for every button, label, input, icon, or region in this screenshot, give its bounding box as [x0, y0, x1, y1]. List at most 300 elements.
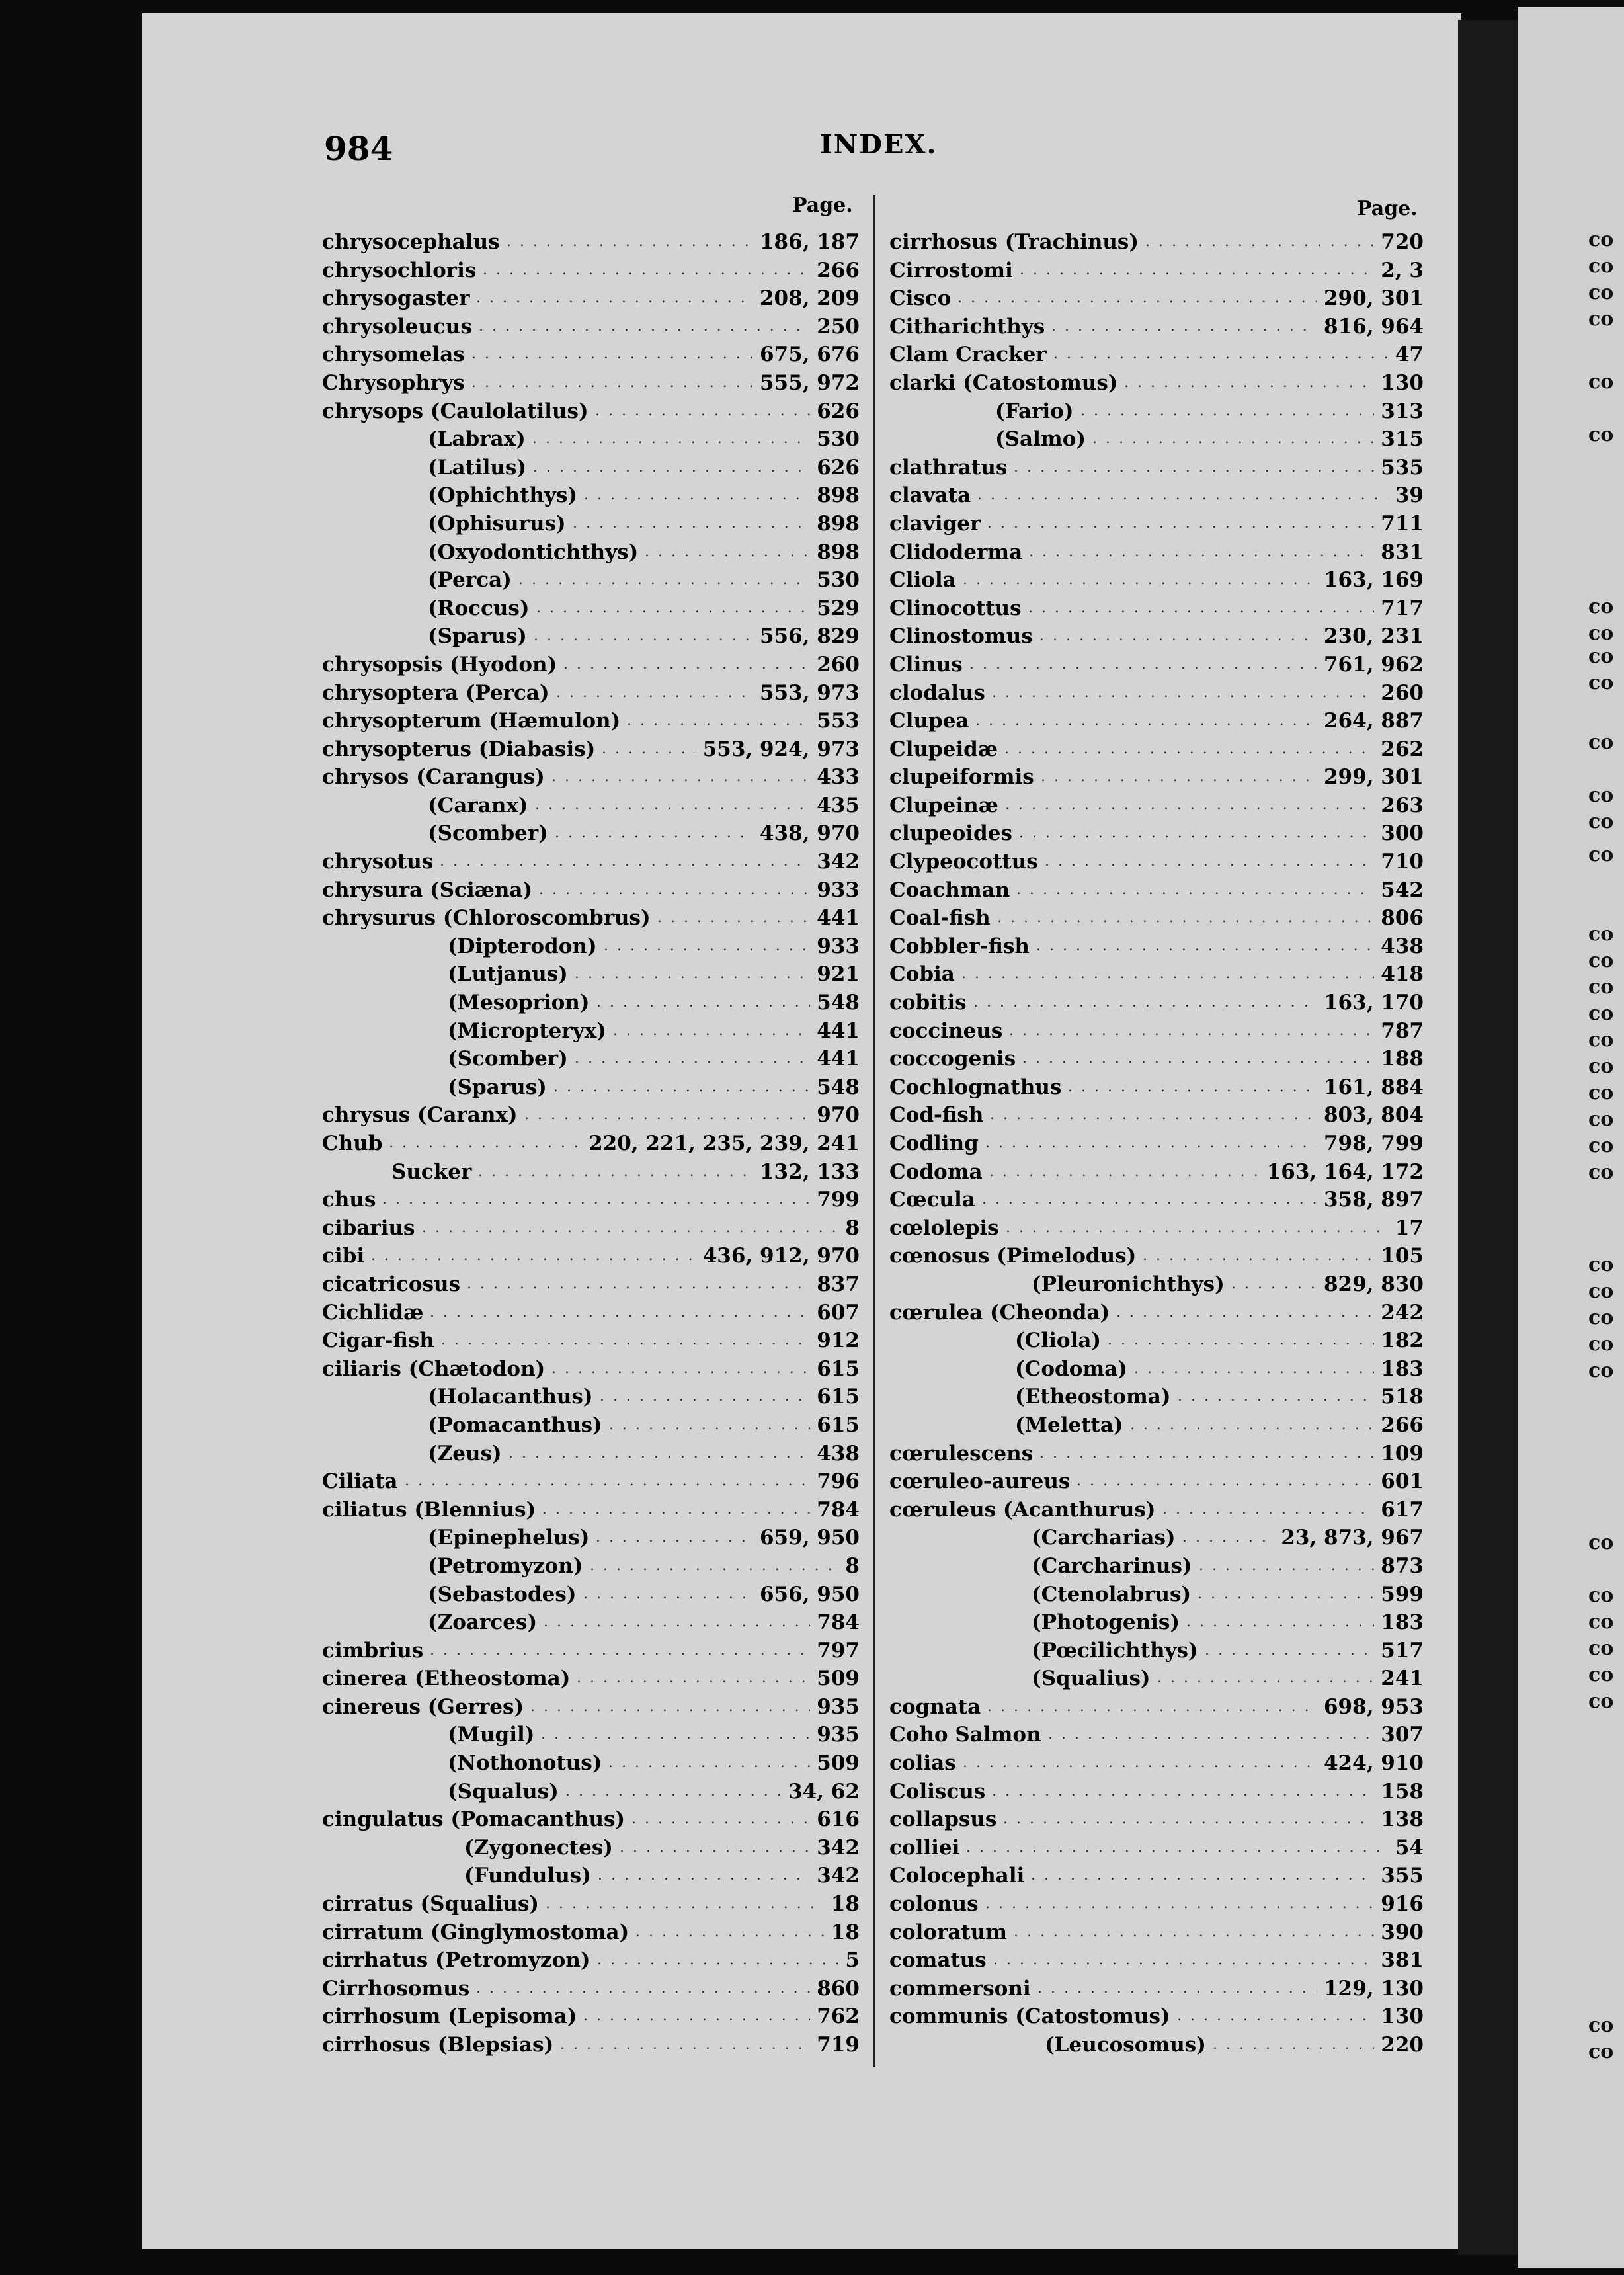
dot-leader [479, 313, 810, 341]
index-entry [322, 1186, 860, 1214]
index-entry [322, 1552, 860, 1581]
index-page-refs: 797 [817, 1638, 860, 1663]
index-page-refs: 182 [1381, 1329, 1424, 1353]
dot-leader [478, 1158, 753, 1186]
index-entry [322, 2003, 860, 2031]
dot-leader [1022, 1045, 1374, 1073]
index-entry [322, 1017, 860, 1046]
adjacent-page-fragment: co [1588, 1002, 1614, 1025]
dot-leader [963, 1749, 1317, 1778]
index-entry [889, 1749, 1424, 1778]
dot-leader [990, 1101, 1317, 1130]
index-entry [322, 257, 860, 285]
index-term: (Fundulus) [464, 1864, 591, 1888]
index-entry [322, 848, 860, 876]
dot-leader [560, 2031, 810, 2059]
index-page-refs: 912 [817, 1329, 860, 1353]
adjacent-page-fragment: co [1588, 923, 1614, 946]
index-page-refs: 787 [1381, 1018, 1424, 1043]
index-entry [889, 707, 1424, 735]
index-term: chus [322, 1188, 376, 1212]
index-term: (Labrax) [428, 427, 526, 452]
index-entry [889, 1299, 1424, 1327]
index-entry [889, 819, 1424, 848]
index-term: clathratus [889, 455, 1008, 479]
index-page-refs: 711 [1381, 511, 1424, 536]
index-entry [889, 566, 1424, 595]
adjacent-page-fragment: co [1588, 810, 1614, 833]
index-entry [322, 1581, 860, 1609]
index-page-refs: 161, 884 [1323, 1075, 1424, 1099]
dot-leader [1199, 1552, 1374, 1581]
dot-leader [992, 1778, 1374, 1806]
index-entry [322, 1778, 860, 1806]
index-term: (Latilus) [428, 455, 527, 479]
index-entry [889, 1355, 1424, 1384]
index-page-refs: 607 [817, 1300, 860, 1325]
dot-leader [608, 1749, 810, 1778]
index-entry [322, 1919, 860, 1947]
dot-leader [546, 1890, 825, 1919]
index-page-refs: 616 [817, 1807, 860, 1832]
index-term: cœlolepis [889, 1216, 999, 1240]
index-term: Clupea [889, 709, 969, 733]
index-term: Clupeinæ [889, 793, 998, 817]
index-page-refs: 264, 887 [1323, 709, 1424, 733]
index-entry [322, 1355, 860, 1384]
index-page-refs: 315 [1381, 427, 1424, 452]
index-entry [322, 341, 860, 369]
index-term: Coho Salmon [889, 1723, 1041, 1747]
dot-leader [389, 1130, 582, 1158]
index-entry [322, 1158, 860, 1186]
dot-leader [1004, 735, 1374, 764]
dot-leader [556, 679, 753, 708]
dot-leader [620, 1834, 810, 1862]
index-page-refs: 806 [1381, 906, 1424, 931]
index-page-refs: 784 [817, 1497, 860, 1522]
index-page-refs: 18 [831, 1920, 860, 1944]
dot-leader [565, 1778, 782, 1806]
index-term: (Mesoprion) [448, 991, 590, 1015]
index-entry [889, 2003, 1424, 2031]
index-page-refs: 530 [817, 427, 860, 452]
index-term: (Sparus) [448, 1075, 547, 1099]
index-page-refs: 518 [1381, 1385, 1424, 1409]
adjacent-page-fragment: co [1588, 423, 1614, 446]
index-page-refs: 599 [1381, 1582, 1424, 1606]
index-entry [322, 1524, 860, 1552]
dot-leader [1145, 228, 1374, 257]
index-term: Cobia [889, 962, 955, 987]
index-term: (Cliola) [1015, 1329, 1102, 1353]
index-page-refs: 5 [845, 1948, 860, 1973]
index-term: clupeoides [889, 821, 1012, 846]
index-entry [322, 1045, 860, 1073]
dot-leader [961, 960, 1374, 989]
index-page-refs: 18 [831, 1892, 860, 1917]
index-term: chrysomelas [322, 343, 465, 367]
index-entry [889, 1045, 1424, 1073]
index-entry [889, 1383, 1424, 1411]
dot-leader [541, 1721, 810, 1749]
index-page-refs: 438 [1381, 934, 1424, 958]
dot-leader [577, 1665, 810, 1693]
index-term: Coliscus [889, 1779, 986, 1803]
index-term: collapsus [889, 1807, 997, 1832]
index-term: cœruleus (Acanthurus) [889, 1497, 1156, 1522]
dot-leader [534, 622, 753, 651]
index-page-refs: 342 [817, 850, 860, 874]
index-term: cobitis [889, 991, 967, 1015]
dot-leader [524, 1101, 810, 1130]
adjacent-page-fragment: co [1588, 1610, 1614, 1634]
index-page-refs: 8 [845, 1553, 860, 1578]
dot-leader [595, 397, 810, 426]
index-entry [322, 1637, 860, 1665]
index-term: chrysotus [322, 850, 434, 874]
index-page-refs: 23, 873, 967 [1281, 1526, 1424, 1550]
index-term: Cisco [889, 286, 952, 311]
index-entry [322, 1805, 860, 1834]
index-entry [889, 1496, 1424, 1524]
index-page-refs: 163, 169 [1323, 568, 1424, 593]
index-term: (Petromyzon) [428, 1553, 583, 1578]
dot-leader [987, 510, 1374, 538]
index-entry [889, 1721, 1424, 1749]
index-page-refs: 230, 231 [1323, 624, 1424, 649]
index-page-refs: 556, 829 [759, 624, 860, 649]
index-entry [322, 932, 860, 961]
index-page-refs: 873 [1381, 1553, 1424, 1578]
index-page-refs: 615 [817, 1413, 860, 1437]
index-entry [889, 735, 1424, 764]
index-entry [322, 1665, 860, 1693]
index-term: cœrulescens [889, 1441, 1034, 1466]
index-entry [889, 1665, 1424, 1693]
index-term: coloratum [889, 1920, 1008, 1944]
index-entry [889, 425, 1424, 454]
index-entry [322, 397, 860, 426]
index-entry [322, 1834, 860, 1862]
dot-leader [471, 341, 753, 369]
index-page-refs: 717 [1381, 596, 1424, 620]
dot-leader [627, 707, 810, 735]
index-page-refs: 517 [1381, 1638, 1424, 1663]
dot-leader [657, 904, 810, 932]
index-page-refs: 266 [817, 258, 860, 282]
dot-leader [985, 1130, 1317, 1158]
dot-leader [645, 538, 810, 567]
index-term: Cirrhosomus [322, 1976, 470, 2001]
index-entry [889, 397, 1424, 426]
index-term: (Mugil) [448, 1723, 535, 1747]
index-term: cœnosus (Pimelodus) [889, 1244, 1137, 1268]
dot-leader [963, 566, 1317, 595]
index-entry [889, 284, 1424, 313]
adjacent-page-fragment: co [1588, 595, 1614, 618]
adjacent-page-fragment: co [1588, 1531, 1614, 1554]
index-term: Sucker [391, 1159, 472, 1184]
dot-leader [1130, 1411, 1374, 1440]
dot-leader [1076, 1468, 1374, 1496]
adjacent-page-fragment: co [1588, 1663, 1614, 1686]
index-term: cirrhosus (Trachinus) [889, 230, 1139, 254]
dot-leader [1029, 538, 1374, 567]
index-term: chrysoptera (Perca) [322, 681, 549, 705]
index-term: (Pœcilichthys) [1032, 1638, 1198, 1663]
dot-leader [551, 1355, 810, 1384]
index-page-refs: 132, 133 [759, 1159, 860, 1184]
dot-leader [1198, 1581, 1374, 1609]
dot-leader [596, 1524, 753, 1552]
index-term: Cichlidæ [322, 1300, 424, 1325]
index-page-refs: 761, 962 [1323, 652, 1424, 677]
index-page-refs: 898 [817, 483, 860, 508]
dot-leader [508, 1440, 810, 1468]
index-page-refs: 719 [817, 2033, 860, 2057]
adjacent-page-fragment: co [1588, 784, 1614, 807]
dot-leader [533, 454, 810, 482]
index-term: (Zygonectes) [464, 1835, 613, 1860]
index-entry [322, 566, 860, 595]
index-entry [322, 651, 860, 679]
index-term: (Roccus) [428, 596, 530, 620]
index-entry [889, 1524, 1424, 1552]
index-page-refs: 656, 950 [759, 1582, 860, 1606]
dot-leader [430, 1637, 810, 1665]
index-page-refs: 183 [1381, 1610, 1424, 1635]
index-entry [322, 1130, 860, 1158]
index-term: cinereus (Gerres) [322, 1694, 524, 1719]
index-term: Clypeocottus [889, 850, 1038, 874]
index-term: (Codoma) [1015, 1356, 1127, 1381]
index-entry [322, 1073, 860, 1102]
index-page-refs: 300 [1381, 821, 1424, 846]
index-term: cirratus (Squalius) [322, 1892, 540, 1917]
index-term: cingulatus (Pomacanthus) [322, 1807, 626, 1832]
adjacent-page-fragment: co [1588, 370, 1614, 393]
dot-leader [982, 1186, 1317, 1214]
index-page-refs: 626 [817, 455, 860, 479]
dot-leader [609, 1411, 810, 1440]
dot-leader [969, 651, 1317, 679]
index-page-refs: 307 [1381, 1723, 1424, 1747]
index-page-refs: 299, 301 [1323, 765, 1424, 790]
dot-leader [422, 1214, 838, 1243]
index-term: cibarius [322, 1216, 415, 1240]
dot-leader [1205, 1637, 1374, 1665]
index-term: Clinocottus [889, 596, 1022, 620]
index-page-refs: 2, 3 [1381, 258, 1424, 282]
index-page-refs: 816, 964 [1323, 314, 1424, 339]
index-page-refs: 355 [1381, 1864, 1424, 1888]
index-term: chrysoleucus [322, 314, 472, 339]
index-page-refs: 509 [817, 1667, 860, 1691]
dot-leader [989, 1158, 1260, 1186]
index-page-refs: 208, 209 [759, 286, 860, 311]
index-entry [889, 1017, 1424, 1046]
index-entry [322, 1862, 860, 1890]
index-term: (Carcharias) [1032, 1526, 1176, 1550]
index-page-refs: 720 [1381, 230, 1424, 254]
dot-leader [539, 876, 810, 905]
index-page-refs: 290, 301 [1323, 286, 1424, 311]
dot-leader [1041, 763, 1317, 792]
index-term: clarki (Catostomus) [889, 370, 1118, 395]
index-page-refs: 837 [817, 1272, 860, 1296]
index-entry [322, 454, 860, 482]
dot-leader [1162, 1496, 1374, 1524]
index-term: (Sebastodes) [428, 1582, 577, 1606]
index-entry [889, 792, 1424, 820]
adjacent-page-fragment: co [1588, 949, 1614, 972]
index-entry [889, 1242, 1424, 1270]
index-entry [322, 425, 860, 454]
index-term: (Ophisurus) [428, 511, 566, 536]
index-term: chrysopterum (Hæmulon) [322, 709, 621, 733]
index-term: ciliatus (Blennius) [322, 1497, 536, 1522]
adjacent-page-fragment: co [1588, 975, 1614, 999]
dot-leader [977, 481, 1389, 510]
dot-leader [551, 763, 810, 792]
index-term: (Lutjanus) [448, 962, 568, 987]
index-page-refs: 47 [1395, 343, 1424, 367]
index-page-refs: 898 [817, 511, 860, 536]
index-term: Citharichthys [889, 314, 1045, 339]
dot-leader [992, 679, 1374, 708]
index-page-refs: 250 [817, 314, 860, 339]
index-entry [889, 1890, 1424, 1919]
index-entry [889, 763, 1424, 792]
index-term: (Ctenolabrus) [1032, 1582, 1192, 1606]
index-entry [889, 1975, 1424, 2003]
index-page-refs: 675, 676 [759, 343, 860, 367]
index-page-refs: 529 [817, 596, 860, 620]
index-page-refs: 796 [817, 1469, 860, 1494]
dot-leader [973, 989, 1317, 1017]
index-term: cicatricosus [322, 1272, 461, 1296]
dot-leader [483, 257, 810, 285]
index-term: Clupeidæ [889, 737, 998, 761]
index-term: (Squalius) [1032, 1667, 1151, 1691]
adjacent-page-fragment: co [1588, 1055, 1614, 1078]
index-page-refs: 105 [1381, 1244, 1424, 1268]
index-term: chrysopterus (Diabasis) [322, 737, 596, 761]
index-entry [322, 1468, 860, 1496]
index-term: Colocephali [889, 1864, 1025, 1888]
index-term: chrysops (Caulolatilus) [322, 399, 589, 423]
index-term: commersoni [889, 1976, 1031, 2001]
index-entry [322, 622, 860, 651]
index-term: Clinus [889, 652, 963, 677]
index-page-refs: 130 [1381, 370, 1424, 395]
index-term: cimbrius [322, 1638, 424, 1663]
index-page-refs: 617 [1381, 1497, 1424, 1522]
index-term: cinerea (Etheostoma) [322, 1667, 571, 1691]
index-page-refs: 829, 830 [1323, 1272, 1424, 1296]
index-term: Cod-fish [889, 1103, 984, 1128]
index-term: (Etheostoma) [1015, 1385, 1171, 1409]
index-term: clupeiformis [889, 765, 1034, 790]
index-page-refs: 710 [1381, 850, 1424, 874]
index-page-refs: 381 [1381, 1948, 1424, 1973]
index-term: Codoma [889, 1159, 983, 1184]
index-page-refs: 163, 164, 172 [1266, 1159, 1424, 1184]
index-entry [322, 763, 860, 792]
index-term: chrysocephalus [322, 230, 500, 254]
index-term: colias [889, 1751, 956, 1776]
index-page-refs: 626 [817, 399, 860, 423]
index-entry [889, 1805, 1424, 1834]
dot-leader [544, 1608, 810, 1637]
index-term: clavata [889, 483, 971, 508]
index-page-refs: 263 [1381, 793, 1424, 817]
index-entry [889, 622, 1424, 651]
adjacent-page-fragment: co [1588, 1690, 1614, 1713]
index-page-refs: 358, 897 [1323, 1188, 1424, 1212]
index-page-refs: 188 [1381, 1047, 1424, 1071]
index-entry [322, 1890, 860, 1919]
index-page-refs: 916 [1381, 1892, 1424, 1917]
index-term: claviger [889, 511, 981, 536]
dot-leader [405, 1468, 810, 1496]
index-page-refs: 260 [1381, 681, 1424, 705]
index-term: (Caranx) [428, 793, 528, 817]
index-page-refs: 762 [817, 2005, 860, 2029]
adjacent-page-fragment: co [1588, 1359, 1614, 1382]
dot-leader [371, 1242, 696, 1270]
index-page-refs: 530 [817, 568, 860, 593]
index-term: Ciliata [322, 1469, 398, 1494]
dot-leader [1020, 257, 1374, 285]
index-page-refs: 342 [817, 1864, 860, 1888]
dot-leader [430, 1299, 810, 1327]
index-entry [322, 369, 860, 397]
index-entry [322, 1496, 860, 1524]
index-page-refs: 548 [817, 991, 860, 1015]
index-entry [322, 679, 860, 708]
index-entry [889, 848, 1424, 876]
index-entry [322, 707, 860, 735]
index-entry [889, 481, 1424, 510]
page-gutter-shadow [1458, 20, 1518, 2255]
dot-leader [602, 735, 696, 764]
dot-leader [997, 904, 1374, 932]
index-term: (Epinephelus) [428, 1526, 590, 1550]
index-term: Chub [322, 1132, 383, 1155]
index-term: (Sparus) [428, 624, 527, 649]
index-entry [889, 1327, 1424, 1355]
index-term: cirratum (Ginglymostoma) [322, 1920, 629, 1944]
index-entry [889, 1581, 1424, 1609]
index-term: (Scomber) [448, 1047, 568, 1071]
index-page-refs: 418 [1381, 962, 1424, 987]
dot-leader [575, 1045, 810, 1073]
index-entry [322, 313, 860, 341]
index-page-refs: 260 [817, 652, 860, 677]
index-entry [889, 1946, 1424, 1975]
dot-leader [631, 1805, 810, 1834]
index-page-refs: 424, 910 [1323, 1751, 1424, 1776]
adjacent-page-fragment: co [1588, 228, 1614, 251]
index-term: Chrysophrys [322, 370, 465, 395]
index-page-refs: 860 [817, 1976, 860, 2001]
index-page-refs: 831 [1381, 540, 1424, 564]
index-entry [889, 1468, 1424, 1496]
adjacent-page-fragment: co [1588, 1134, 1614, 1157]
index-page-refs: 262 [1381, 737, 1424, 761]
